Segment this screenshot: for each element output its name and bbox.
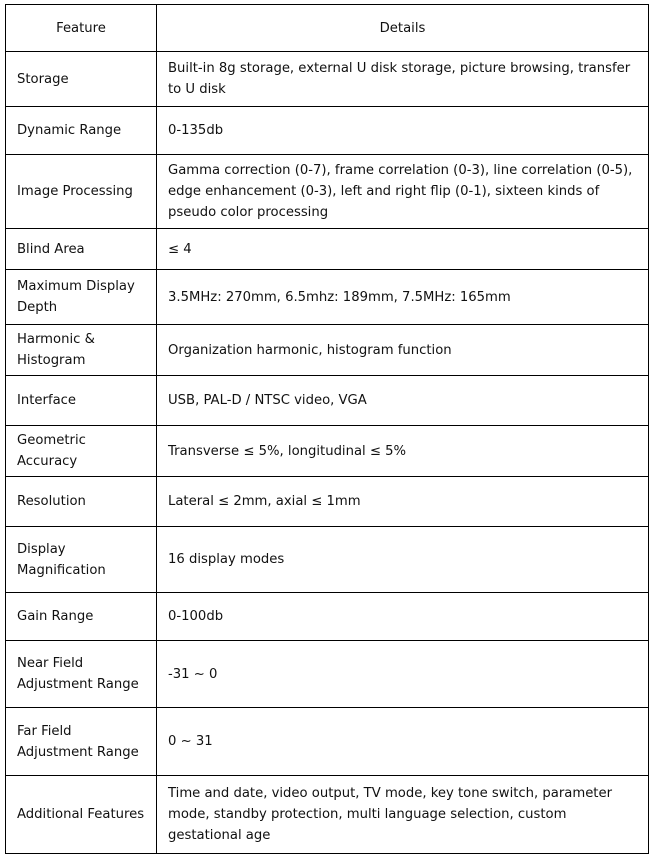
feature-cell: Near Field Adjustment Range bbox=[6, 641, 157, 708]
details-cell: Gamma correction (0-7), frame correlation (0-3), line correlation (0-5), edge enhancement (0-3), left and right flip (0-1), sixteen kinds of pseudo color processing bbox=[157, 155, 649, 229]
details-cell: Built-in 8g storage, external U disk storage, picture browsing, transfer to U disk bbox=[157, 52, 649, 107]
details-cell: Lateral ≤ 2mm, axial ≤ 1mm bbox=[157, 477, 649, 527]
feature-cell: Maximum Display Depth bbox=[6, 270, 157, 325]
feature-cell: Blind Area bbox=[6, 229, 157, 270]
details-cell: ≤ 4 bbox=[157, 229, 649, 270]
details-cell: 0-100db bbox=[157, 593, 649, 641]
table-row bbox=[6, 107, 649, 155]
table-row bbox=[6, 426, 649, 477]
table-row bbox=[6, 52, 649, 107]
table-row bbox=[6, 708, 649, 776]
feature-cell: Additional Features bbox=[6, 776, 157, 854]
table-row bbox=[6, 641, 649, 708]
table-row bbox=[6, 376, 649, 426]
table-row bbox=[6, 270, 649, 325]
feature-cell: Image Processing bbox=[6, 155, 157, 229]
table-header-row bbox=[6, 5, 649, 52]
table-row bbox=[6, 593, 649, 641]
details-cell: 0-135db bbox=[157, 107, 649, 155]
details-cell: 0 ~ 31 bbox=[157, 708, 649, 776]
header-details: Details bbox=[157, 5, 649, 52]
details-cell: Transverse ≤ 5%, longitudinal ≤ 5% bbox=[157, 426, 649, 477]
spec-table bbox=[5, 4, 649, 854]
feature-cell: Far Field Adjustment Range bbox=[6, 708, 157, 776]
table-row bbox=[6, 776, 649, 854]
feature-cell: Dynamic Range bbox=[6, 107, 157, 155]
table-row bbox=[6, 325, 649, 376]
header-feature: Feature bbox=[6, 5, 157, 52]
table-row bbox=[6, 155, 649, 229]
feature-cell: Resolution bbox=[6, 477, 157, 527]
table-row bbox=[6, 477, 649, 527]
feature-cell: Harmonic & Histogram bbox=[6, 325, 157, 376]
table-row bbox=[6, 527, 649, 593]
details-cell: Organization harmonic, histogram function bbox=[157, 325, 649, 376]
feature-cell: Gain Range bbox=[6, 593, 157, 641]
feature-cell: Interface bbox=[6, 376, 157, 426]
feature-cell: Storage bbox=[6, 52, 157, 107]
details-cell: 3.5MHz: 270mm, 6.5mhz: 189mm, 7.5MHz: 165mm bbox=[157, 270, 649, 325]
details-cell: Time and date, video output, TV mode, key tone switch, parameter mode, standby protection, multi language selection, custom gestational age bbox=[157, 776, 649, 854]
details-cell: USB, PAL-D / NTSC video, VGA bbox=[157, 376, 649, 426]
details-cell: -31 ~ 0 bbox=[157, 641, 649, 708]
table-row bbox=[6, 229, 649, 270]
details-cell: 16 display modes bbox=[157, 527, 649, 593]
feature-cell: Geometric Accuracy bbox=[6, 426, 157, 477]
feature-cell: Display Magnification bbox=[6, 527, 157, 593]
